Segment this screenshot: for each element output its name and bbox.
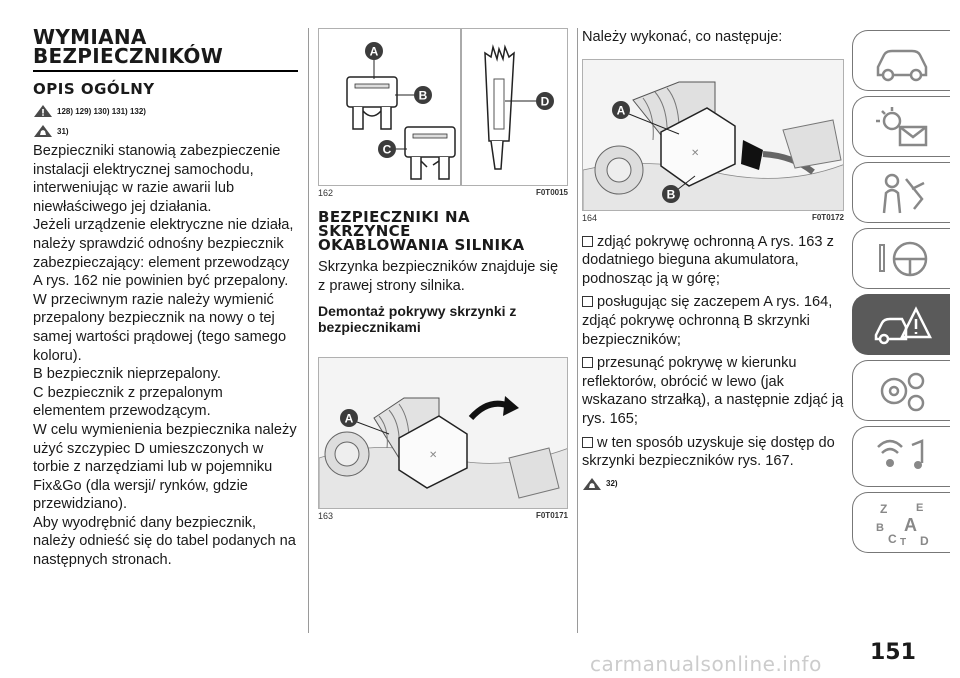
title-line-2: BEZPIECZNIKÓW bbox=[33, 44, 224, 68]
tab-safety[interactable] bbox=[852, 162, 950, 223]
index-letter: C bbox=[887, 531, 897, 546]
page-number: 151 bbox=[870, 640, 916, 665]
tab-warning-lights[interactable] bbox=[852, 96, 950, 157]
tab-driving[interactable] bbox=[852, 228, 950, 289]
checkbox-bullet-icon bbox=[582, 357, 593, 368]
tab-maintenance[interactable] bbox=[852, 360, 950, 421]
figure-164 bbox=[582, 59, 844, 211]
watermark: carmanualsonline.info bbox=[590, 652, 822, 676]
caution-hand-icon bbox=[582, 477, 602, 491]
caution-ref-1 bbox=[33, 124, 298, 138]
figure-163 bbox=[318, 357, 568, 509]
label-a: A bbox=[616, 103, 626, 118]
subtitle: OPIS OGÓLNY bbox=[33, 80, 155, 98]
index-letter: D bbox=[919, 533, 929, 547]
figure-number: 163 bbox=[318, 511, 334, 522]
column-divider-2 bbox=[577, 28, 578, 633]
multimedia-icon bbox=[872, 433, 932, 481]
index-letter: Z bbox=[879, 501, 887, 516]
label-b: B bbox=[666, 187, 676, 202]
section-title-line: SKRZYNCE bbox=[318, 222, 411, 240]
paragraph-1: Bezpieczniki stanowią zabezpieczenie instalacji elektrycznej samochodu, interweniując w razie awarii lub niewłaściwego jej działania. bbox=[33, 143, 281, 215]
index-letter: A bbox=[903, 514, 917, 535]
step-item bbox=[582, 233, 844, 289]
column-general-info bbox=[33, 25, 298, 570]
figure-code: F0T0015 bbox=[535, 188, 568, 197]
svg-text:✕: ✕ bbox=[691, 147, 700, 159]
figure-code: F0T0171 bbox=[535, 511, 568, 521]
step-text: zdjąć pokrywę ochronną A rys. 163 z dodatniego bieguna akumulatora, podnosząc ją w górę; bbox=[582, 233, 834, 287]
subheading: Demontaż pokrywy skrzynki z bezpiecznikami bbox=[318, 303, 517, 336]
step-item bbox=[582, 293, 844, 349]
section-title-line: BEZPIECZNIKI NA bbox=[318, 208, 470, 226]
warning-ref-text: 128) 129) 130) 131) 132) bbox=[57, 106, 146, 116]
column-steps bbox=[582, 28, 844, 491]
label-d: D bbox=[540, 94, 550, 109]
paragraph-6: Aby wyodrębnić dany bezpiecznik, należy odnieść się do tabel podanych na następnych stronach. bbox=[33, 514, 296, 569]
caution-hand-icon bbox=[33, 124, 53, 138]
checkbox-bullet-icon bbox=[582, 236, 593, 247]
label-a: A bbox=[369, 44, 379, 59]
figure-number: 164 bbox=[582, 212, 598, 223]
step-item bbox=[582, 434, 844, 471]
title-line-1: WYMIANA bbox=[33, 25, 147, 49]
figure-number: 162 bbox=[318, 188, 334, 198]
title-rule bbox=[33, 70, 298, 72]
index-icon bbox=[872, 499, 932, 547]
caution-ref-text: 31) bbox=[57, 126, 69, 136]
column-divider-1 bbox=[308, 28, 309, 633]
warning-lights-icon bbox=[872, 103, 932, 151]
figure-163-caption bbox=[318, 511, 568, 521]
fuse-illustration bbox=[319, 29, 568, 186]
maintenance-icon bbox=[872, 367, 932, 415]
section-title-line: OKABLOWANIA SILNIKA bbox=[318, 236, 525, 254]
steps-lead: Należy wykonać, co następuje: bbox=[582, 29, 783, 45]
paragraph-3: B bezpiecznik nieprzepalony. bbox=[33, 366, 221, 383]
label-a: A bbox=[344, 411, 354, 426]
caution-ref-2 bbox=[582, 477, 844, 491]
tab-dashboard[interactable] bbox=[852, 30, 950, 91]
checkbox-bullet-icon bbox=[582, 437, 593, 448]
paragraph-5: W celu wymienienia bezpiecznika należy użyć szczypiec D umieszczonych w torbie z narzędziami lub w pojemniku Fix&Go (dla wersji/ rynków, gdzie przewidziano). bbox=[33, 421, 297, 513]
step-text: posługując się zaczepem A rys. 164, zdjąć pokrywę ochronną B skrzynki bezpieczników; bbox=[582, 294, 833, 348]
index-letter: E bbox=[915, 501, 923, 514]
figure-162 bbox=[318, 28, 568, 186]
checkbox-bullet-icon bbox=[582, 296, 593, 307]
index-letter: B bbox=[875, 521, 884, 534]
index-letter: T bbox=[899, 536, 906, 547]
safety-icon bbox=[872, 169, 932, 217]
step-text: w ten sposób uzyskuje się dostęp do skrzynki bezpieczników rys. 167. bbox=[582, 434, 835, 470]
column-fuse-box bbox=[318, 28, 568, 521]
figure-code: F0T0172 bbox=[811, 212, 844, 222]
fuse-cover-illustration bbox=[583, 60, 844, 211]
warning-ref-1 bbox=[33, 104, 298, 118]
engine-bay-illustration bbox=[319, 358, 568, 509]
section-intro: Skrzynka bezpieczników znajduje się z prawej strony silnika. bbox=[318, 259, 559, 294]
tab-index[interactable] bbox=[852, 492, 950, 553]
warning-triangle-icon bbox=[33, 104, 53, 118]
caution-ref-text: 32) bbox=[606, 479, 618, 489]
step-item bbox=[582, 354, 844, 428]
label-c: C bbox=[382, 142, 392, 157]
svg-text:✕: ✕ bbox=[429, 450, 438, 462]
section-title bbox=[318, 210, 568, 252]
emergency-icon bbox=[872, 301, 932, 349]
paragraph-2: Jeżeli urządzenie elektryczne nie działa, należy sprawdzić odnośny bezpiecznik zabezpieczający: element przewodzący A rys. 162 nie powinien być przepalony. W przeciwnym razie należy wymienić przepalony bezpiecznik na nowy o tej samej wartości prądowej (tego samego koloru). bbox=[33, 217, 294, 364]
paragraph-4: C bezpiecznik z przepalonym elementem przewodzącym. bbox=[33, 384, 223, 420]
tab-multimedia[interactable] bbox=[852, 426, 950, 487]
car-icon bbox=[872, 37, 932, 85]
tab-emergency[interactable] bbox=[852, 294, 950, 355]
chapter-tabs bbox=[852, 30, 952, 558]
figure-162-caption bbox=[318, 188, 568, 198]
driving-icon bbox=[872, 235, 932, 283]
step-text: przesunąć pokrywę w kierunku reflektorów, obrócić w lewo (jak wskazano strzałką), a następnie zdjąć ją rys. 165; bbox=[582, 355, 844, 427]
label-b: B bbox=[418, 88, 428, 103]
figure-164-caption bbox=[582, 213, 844, 223]
page-title bbox=[33, 25, 298, 68]
